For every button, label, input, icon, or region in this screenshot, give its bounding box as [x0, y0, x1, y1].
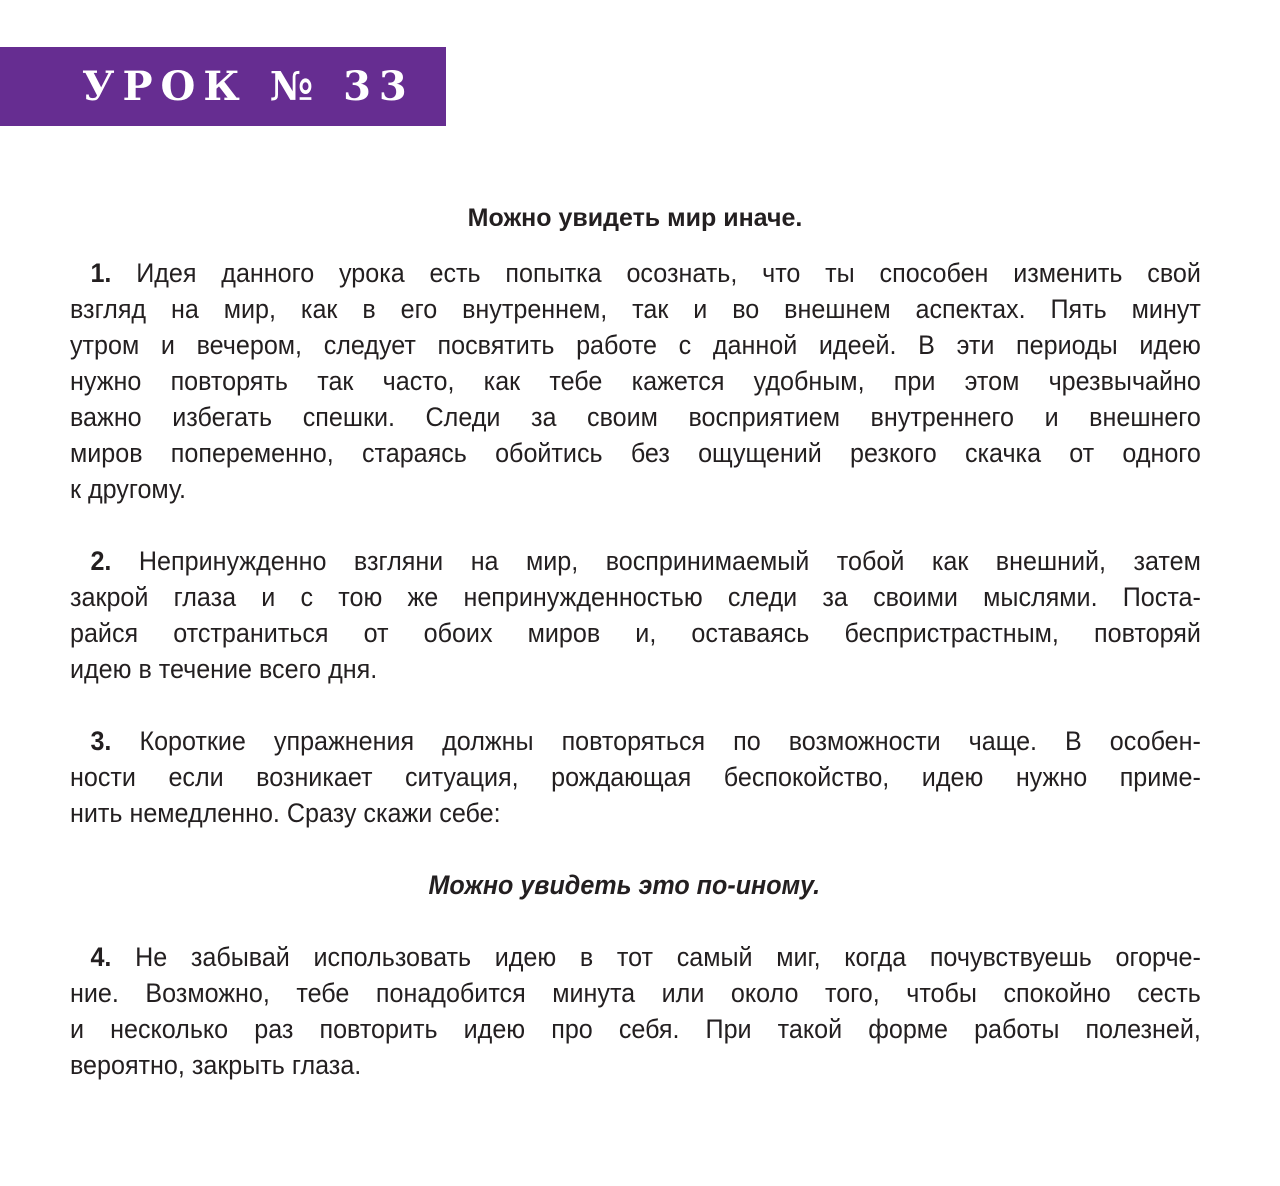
- paragraph-3: [70, 723, 1201, 831]
- paragraph-line: нить немедленно. Сразу скажи себе:: [70, 798, 501, 828]
- paragraph-line: райся отстраниться от обоих миров и, оставаясь беспристрастным, повторяй: [70, 618, 1201, 648]
- paragraph-number: 3.: [90, 726, 112, 756]
- paragraph-line: ности если возникает ситуация, рождающая беспокойство, идею нужно приме-: [70, 762, 1201, 792]
- paragraph-line: к другому.: [70, 474, 186, 504]
- paragraph-line: закрой глаза и с тою же непринужденностью следи за своими мыслями. Поста-: [70, 582, 1201, 612]
- paragraph-line: [70, 939, 1201, 975]
- paragraph-line: [70, 723, 1201, 759]
- line-text: Короткие упражнения должны повторяться по возможности чаще. В особен-: [139, 726, 1201, 756]
- paragraph-2: [70, 543, 1201, 687]
- paragraph-number: 2.: [90, 546, 112, 576]
- paragraph-number: 1.: [90, 258, 112, 288]
- line-text: Не забывай использовать идею в тот самый миг, когда почувствуешь огорче-: [135, 942, 1201, 972]
- lesson-body: [70, 255, 1201, 1083]
- line-text: Идея данного урока есть попытка осознать, что ты способен изменить свой: [136, 258, 1201, 288]
- paragraph-line: взгляд на мир, как в его внутреннем, так и во внешнем аспектах. Пять минут: [70, 294, 1201, 324]
- paragraph-line: ние. Возможно, тебе понадобится минута или около того, чтобы спокойно сесть: [70, 978, 1201, 1008]
- paragraph-4: [70, 939, 1201, 1083]
- paragraph-line: миров попеременно, стараясь обойтись без ощущений резкого скачка от одного: [70, 438, 1201, 468]
- paragraph-line: нужно повторять так часто, как тебе кажется удобным, при этом чрезвычайно: [70, 366, 1201, 396]
- paragraph-line: важно избегать спешки. Следи за своим восприятием внутреннего и внешнего: [70, 402, 1201, 432]
- paragraph-line: и несколько раз повторить идею про себя. При такой форме работы полезней,: [70, 1014, 1201, 1044]
- paragraph-line: вероятно, закрыть глаза.: [70, 1050, 362, 1080]
- affirmation: Можно увидеть это по-иному.: [428, 870, 821, 900]
- paragraph-number: 4.: [90, 942, 112, 972]
- paragraph-line: [70, 255, 1201, 291]
- paragraph-line: [70, 543, 1201, 579]
- paragraph-1: [70, 255, 1201, 507]
- paragraph-line: утром и вечером, следует посвятить работе с данной идеей. В эти периоды идею: [70, 330, 1201, 360]
- lesson-number-heading: УРОК № 33: [82, 62, 415, 110]
- lesson-banner: [0, 47, 446, 126]
- paragraph-line: идею в течение всего дня.: [70, 654, 378, 684]
- line-text: Непринужденно взгляни на мир, воспринимаемый тобой как внешний, затем: [138, 546, 1201, 576]
- lesson-title: Можно увидеть мир иначе.: [467, 203, 803, 232]
